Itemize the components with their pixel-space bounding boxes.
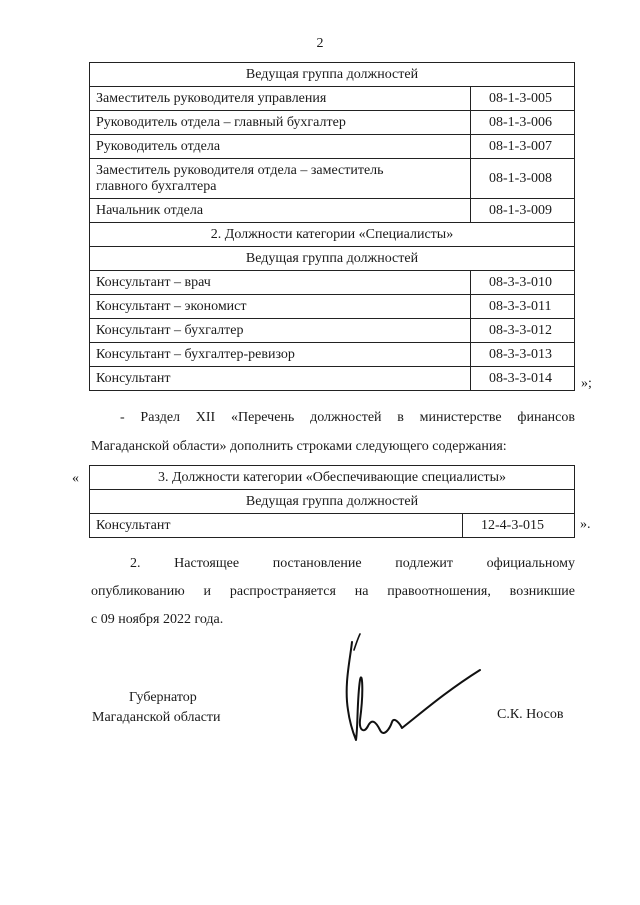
position-code: 12-4-3-015	[463, 514, 575, 538]
added-positions-table	[89, 465, 575, 538]
signatory-title-line-1: Губернатор	[129, 690, 197, 705]
table-row	[90, 295, 575, 319]
clause2-line-1: 2. Настоящее постановление подлежит официальному	[130, 556, 575, 571]
table-row	[90, 135, 575, 159]
table-row	[90, 87, 575, 111]
position-title: Руководитель отдела – главный бухгалтер	[90, 111, 471, 135]
position-title: Консультант – врач	[90, 271, 471, 295]
group-header: Ведущая группа должностей	[90, 490, 575, 514]
position-code: 08-3-3-014	[471, 367, 575, 391]
table-section-row	[90, 247, 575, 271]
position-title	[90, 159, 471, 199]
table-row	[90, 343, 575, 367]
position-code: 08-3-3-011	[471, 295, 575, 319]
table-end-mark: »;	[581, 376, 592, 391]
signatory-title-line-2: Магаданской области	[92, 710, 221, 725]
table-row	[90, 367, 575, 391]
table-row	[90, 271, 575, 295]
position-title: Заместитель руководителя управления	[90, 87, 471, 111]
position-code: 08-3-3-010	[471, 271, 575, 295]
position-title: Консультант – бухгалтер	[90, 319, 471, 343]
close-quote: ».	[580, 517, 591, 532]
position-title: Консультант – экономист	[90, 295, 471, 319]
position-title: Консультант	[90, 367, 471, 391]
table-row	[90, 319, 575, 343]
clause2-line-3: с 09 ноября 2022 года.	[91, 612, 224, 627]
table-row	[90, 159, 575, 199]
position-code: 08-1-3-008	[471, 159, 575, 199]
open-quote: «	[72, 471, 79, 486]
amendment-line-2: Магаданской области» дополнить строками следующего содержания:	[91, 439, 507, 454]
table-row	[90, 111, 575, 135]
section-header: 2. Должности категории «Специалисты»	[90, 223, 575, 247]
position-code: 08-1-3-006	[471, 111, 575, 135]
amendment-line-1: - Раздел XII «Перечень должностей в министерстве финансов	[120, 410, 575, 425]
section-header: Ведущая группа должностей	[90, 247, 575, 271]
table-row	[90, 199, 575, 223]
position-code: 08-3-3-012	[471, 319, 575, 343]
position-code: 08-1-3-007	[471, 135, 575, 159]
handwritten-signature	[330, 630, 490, 750]
position-title-line: главного бухгалтера	[96, 178, 217, 194]
position-code: 08-1-3-005	[471, 87, 575, 111]
table-section-row	[90, 63, 575, 87]
position-title: Консультант	[90, 514, 463, 538]
positions-table	[89, 62, 575, 391]
section-header: Ведущая группа должностей	[90, 63, 575, 87]
position-title: Консультант – бухгалтер-ревизор	[90, 343, 471, 367]
page-number: 2	[316, 36, 324, 51]
position-code: 08-1-3-009	[471, 199, 575, 223]
table-section-row	[90, 223, 575, 247]
signatory-title	[92, 688, 221, 728]
category-header: 3. Должности категории «Обеспечивающие специалисты»	[90, 466, 575, 490]
position-title: Руководитель отдела	[90, 135, 471, 159]
position-code: 08-3-3-013	[471, 343, 575, 367]
position-title-line: Заместитель руководителя отдела – заместитель	[96, 162, 384, 178]
clause2-line-2: опубликованию и распространяется на правоотношения, возникшие	[91, 584, 575, 599]
signatory-name: С.К. Носов	[497, 707, 564, 722]
position-title: Начальник отдела	[90, 199, 471, 223]
